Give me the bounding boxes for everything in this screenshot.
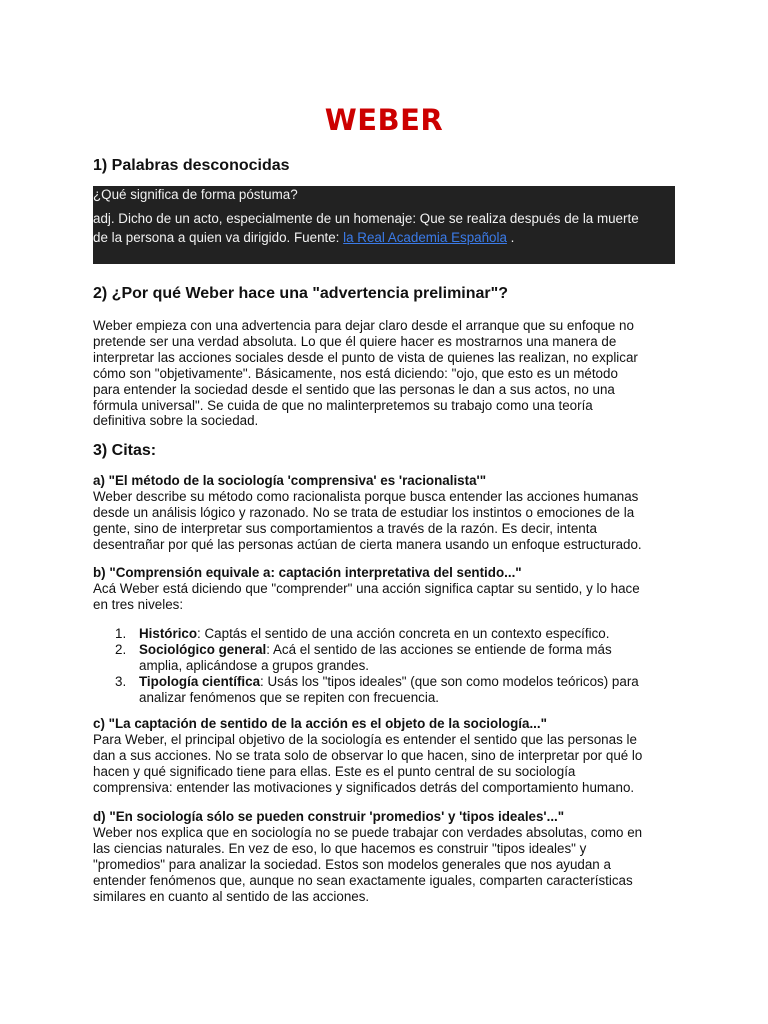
comprehension-levels-list [93,626,675,706]
definition-question: ¿Qué significa de forma póstuma? [93,187,298,202]
section-3-heading: 3) Citas: [93,442,157,459]
paragraph-line: hacen y qué significado tiene para ellas. Este es el punto central de su sociología [93,763,576,779]
list-term: Histórico [139,626,198,641]
list-item: 3. Tipología científica: Usás los "tipos ideales" (que son como modelos teóricos) para analizar fenómenos que se repiten con frecuencia. [93,674,675,706]
definition-answer-line-2: de la persona a quien va dirigido. Fuente: [93,229,344,245]
paragraph-line: Acá Weber está diciendo que "comprender" una acción significa captar su sentido, y lo hace [93,580,640,596]
section-2-heading: 2) ¿Por qué Weber hace una "advertencia preliminar"? [93,285,508,302]
paragraph-line: Weber describe su método como racionalista porque busca entender las acciones humanas [93,488,639,504]
list-number: 3. [115,673,127,689]
paragraph-line: comprensiva: entender las motivaciones y significados detrás del comportamiento humano. [93,779,635,795]
list-text: amplia, aplicándose a grupos grandes. [139,657,370,673]
list-text: analizar fenómenos que se repiten con frecuencia. [139,689,439,705]
quote-d-heading: d) "En sociología sólo se pueden construir 'promedios' y 'tipos ideales'..." [93,809,565,824]
paragraph-line: para entender la sociedad desde el sentido que las personas le dan a sus actos, no una [93,381,615,397]
section-2-paragraph [93,318,675,429]
paragraph-line: fórmula universal". Se cuida de que no malinterpretemos su trabajo como una teoría [93,397,593,413]
quote-a-block [93,473,675,553]
list-item: 2. Sociológico general: Acá el sentido de las acciones se entiende de forma más amplia, aplicándose a grupos grandes. [93,642,675,674]
paragraph-line: Weber empieza con una advertencia para dejar claro desde el arranque que su enfoque no [93,318,634,333]
list-term: Sociológico general [139,641,267,657]
paragraph-line: interpretar las acciones sociales desde el punto de vista de quienes las realizan, no explicar [93,349,638,365]
definition-box [93,186,675,264]
quote-d-block [93,809,675,904]
list-number: 2. [115,641,127,657]
paragraph-line: desentrañar por qué las personas actúan de cierta manera usando un enfoque estructurado. [93,536,642,552]
quote-b-heading: b) "Comprensión equivale a: captación interpretativa del sentido..." [93,565,522,580]
quote-b-block [93,565,675,613]
paragraph-line: "promedios" para analizar la sociedad. Estos son modelos generales que nos ayudan a [93,856,611,872]
rae-link[interactable]: la Real Academia Española [343,229,507,245]
paragraph-line: dan a sus acciones. No se trata solo de observar lo que hacen, sino de interpretar por qué lo [93,747,643,763]
definition-answer-end: . [506,229,515,245]
list-text: Captás el sentido de una acción concreta en un contexto específico. [204,626,610,641]
paragraph-line: en tres niveles: [93,596,184,612]
paragraph-line: similares en cuanto al sentido de las acciones. [93,888,370,904]
definition-answer [93,210,675,247]
definition-answer-line-1: adj. Dicho de un acto, especialmente de un homenaje: Que se realiza después de la muerte [93,211,639,226]
list-term: Tipología científica [139,673,261,689]
paragraph-line: definitiva sobre la sociedad. [93,413,259,429]
section-1-heading: 1) Palabras desconocidas [93,157,290,174]
list-item: 1. Histórico: Captás el sentido de una acción concreta en un contexto específico. [115,626,610,641]
quote-a-heading: a) "El método de la sociología 'comprensiva' es 'racionalista'" [93,473,487,488]
paragraph-line: gente, sino de interpretar sus comportamientos a través de la razón. Es decir, intenta [93,520,597,536]
quote-c-heading: c) "La captación de sentido de la acción es el objeto de la sociología..." [93,716,547,731]
paragraph-line: pretende ser una verdad absoluta. Lo que él quiere hacer es mostrarnos una manera de [93,333,617,349]
paragraph-line: las ciencias naturales. En vez de eso, lo que hacemos es construir "tipos ideales" y [93,840,587,856]
quote-c-block [93,716,675,796]
paragraph-line: Weber nos explica que en sociología no se puede trabajar con verdades absolutas, como en [93,824,643,840]
paragraph-line: cómo son "objetivamente". Básicamente, nos está diciendo: "ojo, que esto es un método [93,365,618,381]
list-text: Acá el sentido de las acciones se entiende de forma más [272,641,612,657]
paragraph-line: Para Weber, el principal objetivo de la sociología es entender el sentido que las personas le [93,731,637,747]
list-text: Usás los "tipos ideales" (que son como modelos teóricos) para [267,673,639,689]
list-number: 1. [115,626,127,641]
paragraph-line: entender fenómenos que, aunque no sean exactamente iguales, comparten características [93,872,633,888]
paragraph-line: desde un análisis lógico y razonado. No se trata de estudiar los instintos o emociones de la [93,504,635,520]
document-title: WEBER [324,103,444,137]
